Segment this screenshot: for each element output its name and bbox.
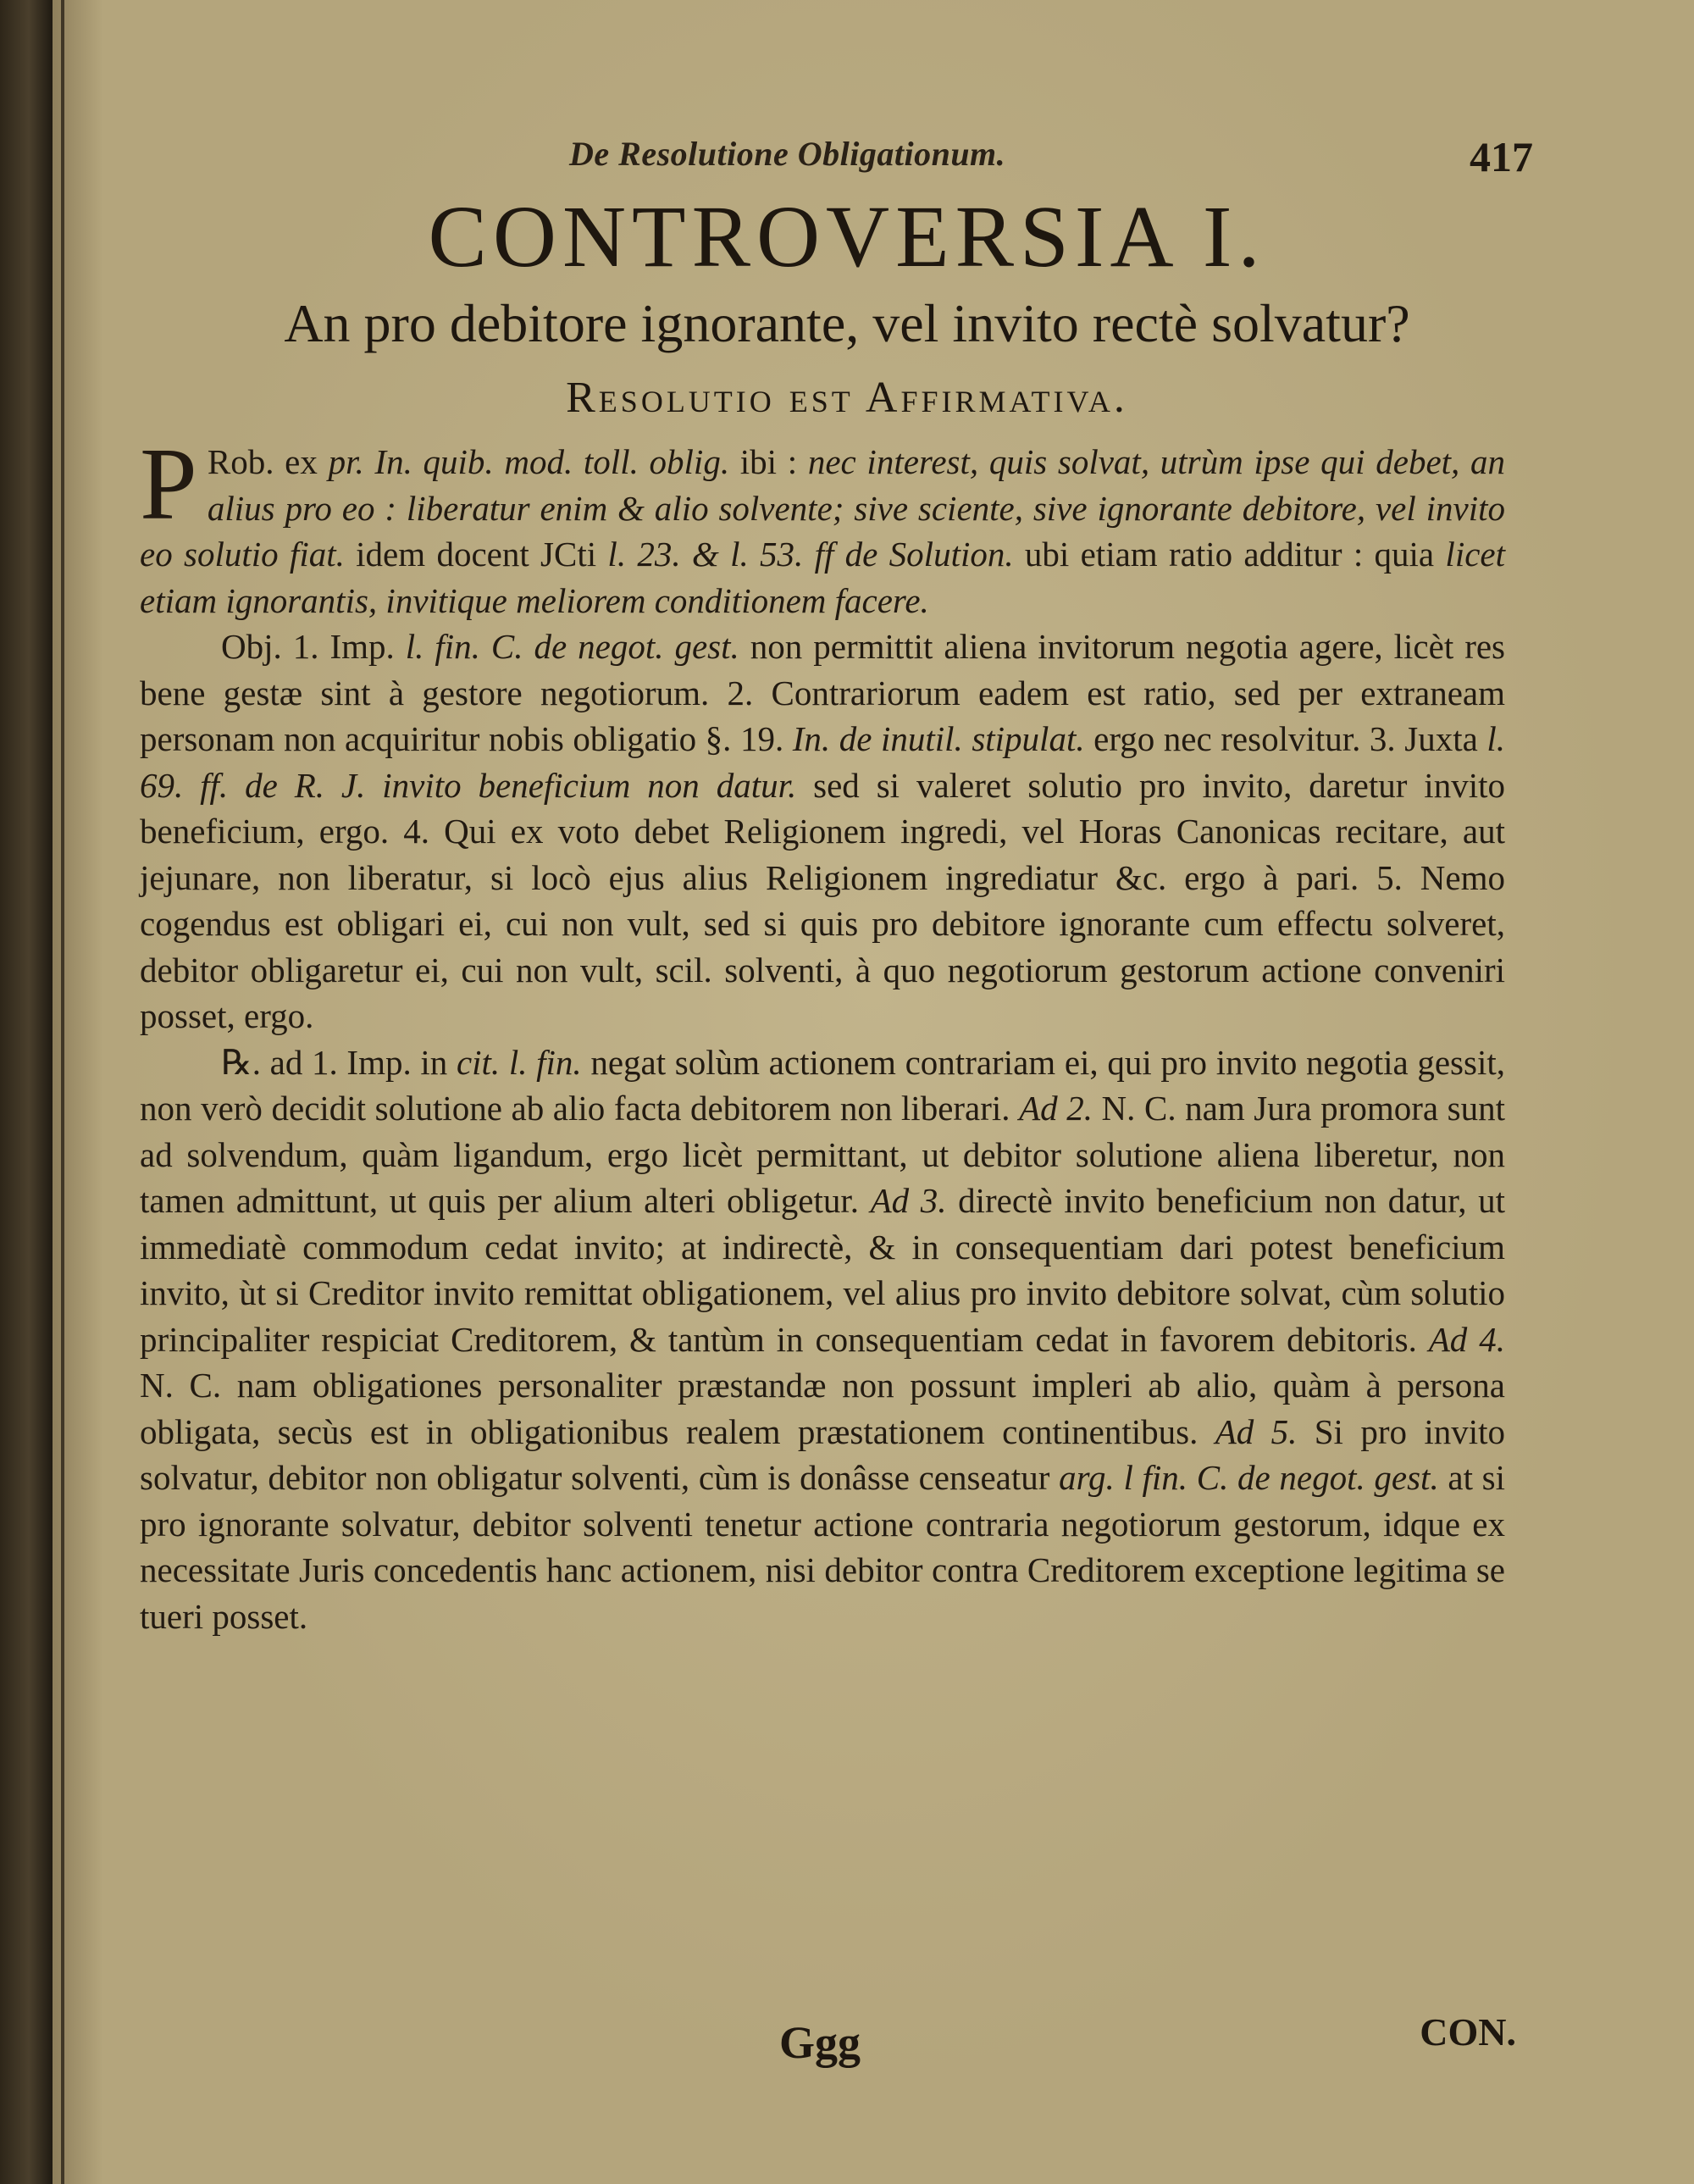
- response-marker: Ad 3.: [870, 1181, 947, 1220]
- legal-citation: cit. l. fin.: [456, 1042, 582, 1082]
- question-heading: An pro debitore ignorante, vel invito rectè solvatur?: [284, 293, 1410, 353]
- text-run: sed si valeret solutio pro invito, daretur invito beneficium, ergo. 4. Qui ex voto debet Religionem ingredi, vel Horas Canonicas recitare, aut jejunare, non liberatur, si locò ejus alius Religionem ingrediatur &c. ergo à pari. 5. Nemo cogendus est obligari ei, cui non vult, sed si quis pro debitore ignorante cum effectu solveret, debitor obligaretur ei, cui non vult, scil. solventi, à quo negotiorum gestorum actione conveniri posset, ergo.: [140, 765, 1505, 1035]
- legal-citation: pr. In. quib. mod. toll. oblig.: [328, 442, 730, 481]
- legal-citation: In. de inutil. stipulat.: [792, 719, 1085, 758]
- resolution-heading: Resolutio est Affirmativa.: [566, 374, 1128, 422]
- text-run: Obj. 1. Imp.: [221, 627, 406, 666]
- legal-citation: l. 69. ff. de R. J. invito beneficium non datur.: [140, 719, 1505, 805]
- text-run: directè invito beneficium non datur, ut immediatè commodum cedat invito; at indirectè, & in consequentiam dari potest beneficium invito, ùt si Creditor invito remittat obligationem, vel alius pro invito debitore solvat, cùm solutio principaliter respiciat Creditorem, & tantùm in consequentiam cedat in favorem debitoris.: [140, 1181, 1505, 1359]
- quoted-text: nec interest, quis solvat, utrùm ipse qui debet, an alius pro eo : liberatur enim & alio solvente; sive sciente, sive ignorante debitore, vel invito eo solutio fiat.: [140, 442, 1505, 574]
- text-run: N. C. nam Jura promora sunt ad solvendum, quàm ligandum, ergo licèt permittant, ut debitor solutione aliena liberetur, non tamen admittunt, ut quis per alium alteri obligetur.: [140, 1089, 1505, 1220]
- body-text: [140, 427, 1506, 1639]
- text-run: non permittit aliena invitorum negotia agere, licèt res bene gestæ sint à gestore negotiorum. 2. Contrariorum eadem est ratio, sed per extraneam personam non acquiritur nobis obligatio §. 19.: [140, 627, 1505, 758]
- text-run: idem docent JCti: [344, 535, 608, 574]
- page-number: 417: [1470, 133, 1533, 180]
- paragraph-objections: [140, 624, 1505, 1039]
- legal-citation: l. 23. & l. 53. ff de Solution.: [607, 535, 1014, 574]
- text-run: ergo nec resolvitur. 3. Juxta: [1084, 719, 1487, 758]
- legal-citation: l. fin. C. de negot. gest.: [405, 627, 739, 666]
- response-marker: Ad 4.: [1428, 1319, 1505, 1359]
- text-run: ubi etiam ratio additur : quia: [1013, 535, 1446, 574]
- text-run: ibi :: [729, 442, 808, 481]
- chapter-title: CONTROVERSIA I.: [428, 188, 1266, 285]
- page-edge-line: [61, 0, 64, 2184]
- paragraph-responses: [140, 1039, 1505, 1640]
- signature-mark: Ggg: [779, 2017, 861, 2068]
- text-run: N. C. nam obligationes personaliter præstandæ non possunt impleri ab alio, quàm à persona obligata, secùs est in obligationibus realem præstationem continentibus.: [140, 1366, 1505, 1451]
- book-gutter: [0, 0, 53, 2184]
- text-run: ℞. ad 1. Imp. in: [221, 1042, 457, 1082]
- response-marker: Ad 2.: [1019, 1089, 1093, 1128]
- running-head: De Resolutione Obligationum.: [569, 135, 1006, 173]
- quoted-text: licet etiam ignorantis, invitique meliorem conditionem facere.: [140, 535, 1505, 620]
- text-run: Si pro invito solvatur, debitor non obligatur solventi, cùm is donâsse censeatur: [140, 1411, 1506, 1497]
- text-run: at si pro ignorante solvatur, debitor solventi tenetur actione contraria negotiorum gestorum, idque ex necessitate Juris concedentis hanc actionem, nisi debitor contra Creditorem exceptione legitima se tueri posset.: [140, 1458, 1505, 1636]
- response-marker: Ad 5.: [1215, 1411, 1298, 1451]
- text-run: negat solùm actionem contrariam ei, qui pro invito negotia gessit, non verò decidit solutione ab alio facta debitorem non liberari.: [140, 1042, 1506, 1128]
- paragraph-proof: [140, 427, 1505, 624]
- text-run: Rob. ex: [207, 442, 329, 481]
- legal-citation: arg. l fin. C. de negot. gest.: [1059, 1458, 1439, 1497]
- drop-cap: P: [140, 427, 197, 541]
- catchword: CON.: [1420, 2010, 1516, 2054]
